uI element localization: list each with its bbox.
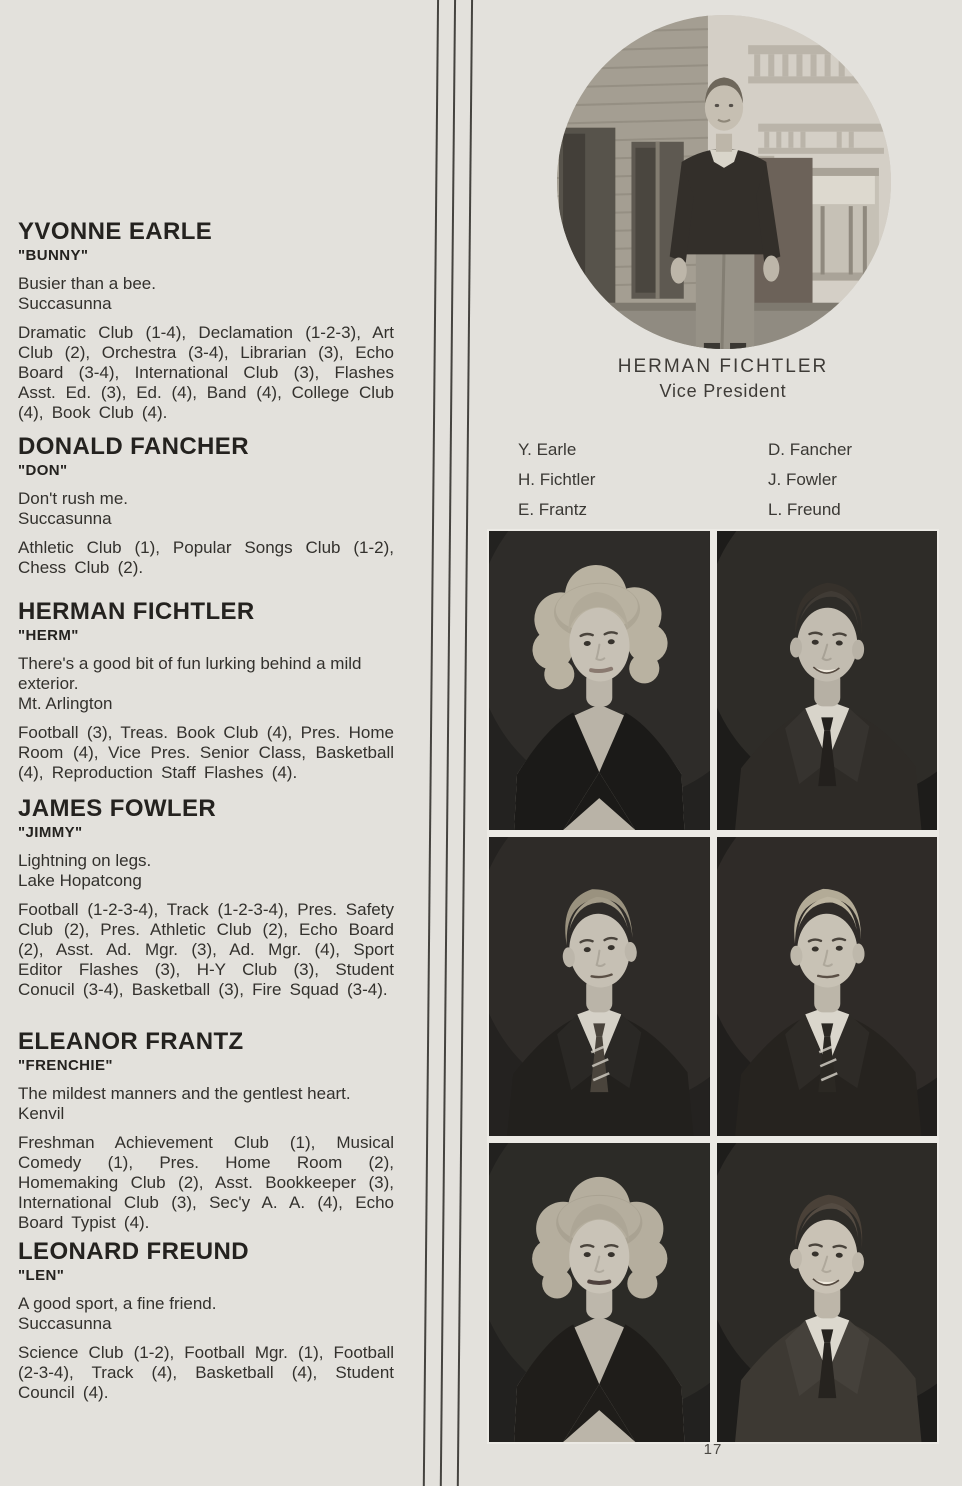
student-activities: Football (1-2-3-4), Track (1-2-3-4), Pres. Safety Club (2), Pres. Athletic Club (2), Echo Board (2), Asst. Ad. Mgr. (3), Ad. Mgr. (4), Sport Editor Flashes (3), H-Y Club (3), Student Conucil (3-4), Basketball (3), Fire Squad (3-4). <box>18 900 394 999</box>
student-name: JAMES FOWLER <box>18 795 217 822</box>
student-name: LEONARD FREUND <box>18 1238 249 1265</box>
student-activities: Dramatic Club (1-4), Declamation (1-2-3), Art Club (2), Orchestra (3-4), Librarian (3), Echo Board (3-4), International Club (3), Flashes Asst. Ed. (3), Ed. (4), Band (4), College Club (4), Book Club (4). <box>18 323 394 422</box>
student-quote: Busier than a bee. <box>18 274 156 294</box>
portrait-photo <box>489 1143 710 1442</box>
student-hometown: Kenvil <box>18 1104 65 1124</box>
featured-title: Vice President <box>659 381 787 401</box>
student-bio <box>18 599 394 783</box>
student-name: YVONNE EARLE <box>18 218 213 245</box>
student-bio <box>18 434 394 578</box>
student-hometown: Mt. Arlington <box>18 694 113 714</box>
featured-photo <box>557 15 891 349</box>
student-hometown: Succasunna <box>18 1314 112 1334</box>
student-activities: Freshman Achievement Club (1), Musical Comedy (1), Pres. Home Room (2), Homemaking Club (2), Asst. Bookkeeper (3), International Club (3), Sec'y A. A. (4), Echo Board Typist (4). <box>18 1133 394 1232</box>
student-activities: Athletic Club (1), Popular Songs Club (1-2), Chess Club (2). <box>18 538 394 578</box>
photo-index-row <box>489 501 949 519</box>
portrait-photo <box>717 1143 938 1442</box>
photo-index-name: E. Frantz <box>518 500 587 519</box>
divider-rule <box>440 0 457 1486</box>
photo-index-name: L. Freund <box>768 500 841 519</box>
photo-index-list <box>489 441 949 531</box>
student-activities: Football (3), Treas. Book Club (4), Pres. Home Room (4), Vice Pres. Senior Class, Basketball (4), Reproduction Staff Flashes (4). <box>18 723 394 783</box>
photo-index-name: Y. Earle <box>518 440 577 459</box>
photo-index-row <box>489 441 949 459</box>
divider-rule <box>423 0 440 1486</box>
student-bio <box>18 1029 394 1233</box>
student-name: DONALD FANCHER <box>18 433 249 460</box>
photo-index-name: H. Fichtler <box>518 470 596 489</box>
portrait-photo <box>489 531 710 830</box>
portrait-photo <box>717 837 938 1136</box>
student-name: ELEANOR FRANTZ <box>18 1028 244 1055</box>
photo-index-row <box>489 471 949 489</box>
student-quote: There's a good bit of fun lurking behind a mild exterior. <box>18 654 362 694</box>
student-activities: Science Club (1-2), Football Mgr. (1), Football (2-3-4), Track (4), Basketball (4), Student Council (4). <box>18 1343 394 1403</box>
student-name: HERMAN FICHTLER <box>18 598 255 625</box>
student-nickname: "DON" <box>18 462 68 480</box>
student-quote: Lightning on legs. <box>18 851 152 871</box>
student-nickname: "FRENCHIE" <box>18 1057 113 1075</box>
featured-name: HERMAN FICHTLER <box>617 356 829 377</box>
student-bio <box>18 796 394 1000</box>
student-hometown: Succasunna <box>18 294 112 314</box>
photo-index-name: D. Fancher <box>768 440 853 459</box>
page-number: 17 <box>703 1441 723 1458</box>
student-nickname: "BUNNY" <box>18 247 89 265</box>
portrait-photo <box>489 837 710 1136</box>
student-nickname: "HERM" <box>18 627 79 645</box>
featured-caption <box>488 356 958 402</box>
student-nickname: "JIMMY" <box>18 824 83 842</box>
student-quote: The mildest manners and the gentlest heart. <box>18 1084 351 1104</box>
student-quote: A good sport, a fine friend. <box>18 1294 217 1314</box>
portrait-photo <box>717 531 938 830</box>
student-nickname: "LEN" <box>18 1267 65 1285</box>
portrait-grid <box>489 531 937 1442</box>
student-hometown: Succasunna <box>18 509 112 529</box>
divider-rule <box>457 0 474 1486</box>
student-quote: Don't rush me. <box>18 489 129 509</box>
student-bio <box>18 219 394 423</box>
student-hometown: Lake Hopatcong <box>18 871 142 891</box>
featured-photo-illustration <box>557 15 891 349</box>
photo-index-name: J. Fowler <box>768 470 837 489</box>
student-bio <box>18 1239 394 1403</box>
